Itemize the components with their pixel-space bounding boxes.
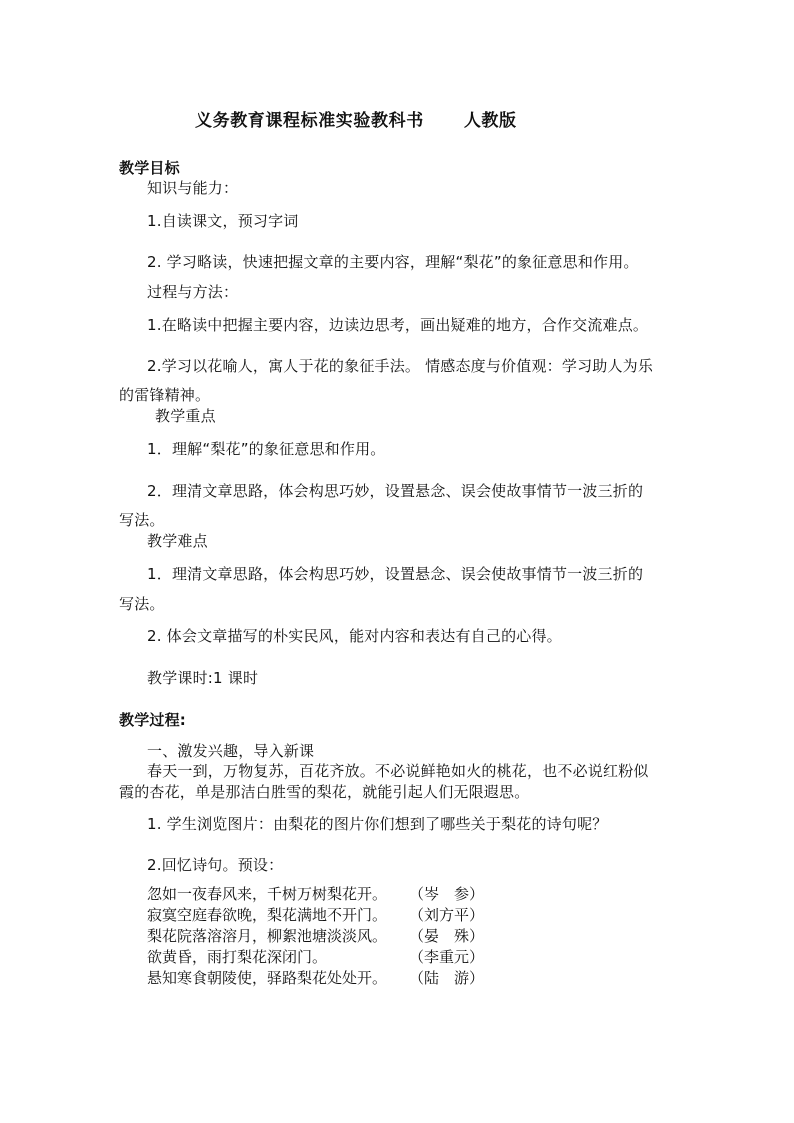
poem-line: 忽如一夜春风来，千树万树梨花开。 — [147, 885, 388, 903]
poem-line: 梨花院落溶溶月，柳絮池塘淡淡风。 — [147, 927, 388, 945]
poem-row — [147, 884, 484, 905]
process-method-item-2: 2.学习以花喻人，寓人于花的象征手法。 情感态度与价值观：学习助人为乐 — [147, 357, 654, 375]
poem-author: （刘方平） — [409, 906, 485, 924]
knowledge-item-1: 1.自读课文，预习字词 — [147, 212, 299, 230]
document-title — [195, 106, 517, 131]
poem-author: （晏 殊） — [409, 927, 485, 945]
title-main: 义务教育课程标准实验教科书 — [195, 111, 424, 131]
focus-item-1: 1．理解“梨花”的象征意思和作用。 — [147, 440, 386, 458]
poem-author: （李重元） — [409, 948, 485, 966]
poem-author: （岑 参） — [409, 885, 485, 903]
difficulty-heading: 教学难点 — [147, 532, 208, 550]
poem-author: （陆 游） — [409, 969, 485, 987]
poem-row — [147, 947, 484, 968]
poem-row — [147, 926, 484, 947]
focus-item-2: 2．理清文章思路，体会构思巧妙，设置悬念、误会使故事情节一波三折的 — [147, 482, 644, 500]
poem-row — [147, 905, 484, 926]
poem-line: 寂寞空庭春欲晚，梨花满地不开门。 — [147, 906, 388, 924]
intro-paragraph-cont: 霞的杏花，单是那洁白胜雪的梨花，就能引起人们无限遐思。 — [119, 783, 530, 801]
poem-line: 悬知寒食朝陵使，驿路梨花处处开。 — [147, 969, 388, 987]
difficulty-item-1-cont: 写法。 — [119, 595, 165, 613]
focus-item-2-cont: 写法。 — [119, 511, 165, 529]
title-edition: 人教版 — [463, 111, 517, 131]
process-method-item-2-cont: 的雷锋精神。 — [119, 386, 211, 404]
process-heading: 教学过程: — [119, 711, 186, 729]
focus-heading: 教学重点 — [155, 407, 216, 425]
process-method-heading: 过程与方法： — [147, 283, 239, 301]
class-hours: 教学课时:1 课时 — [147, 669, 259, 687]
difficulty-item-1: 1．理清文章思路，体会构思巧妙，设置悬念、误会使故事情节一波三折的 — [147, 565, 644, 583]
poem-list — [147, 884, 484, 989]
step-1-heading: 一、激发兴趣，导入新课 — [147, 742, 315, 760]
process-item-2: 2.回忆诗句。预设： — [147, 856, 284, 874]
knowledge-item-2: 2. 学习略读，快速把握文章的主要内容，理解“梨花”的象征意思和作用。 — [147, 253, 639, 271]
goals-heading: 教学目标 — [119, 159, 180, 177]
difficulty-item-2: 2. 体会文章描写的朴实民风，能对内容和表达有自己的心得。 — [147, 627, 562, 645]
process-item-1: 1. 学生浏览图片：由梨花的图片你们想到了哪些关于梨花的诗句呢？ — [147, 815, 608, 833]
intro-paragraph: 春天一到，万物复苏，百花齐放。不必说鲜艳如火的桃花，也不必说红粉似 — [147, 762, 649, 780]
poem-line: 欲黄昏，雨打梨花深闭门。 — [147, 948, 328, 966]
process-method-item-1: 1.在略读中把握主要内容，边读边思考，画出疑难的地方，合作交流难点。 — [147, 316, 649, 334]
poem-row — [147, 968, 484, 989]
knowledge-heading: 知识与能力： — [147, 179, 239, 197]
